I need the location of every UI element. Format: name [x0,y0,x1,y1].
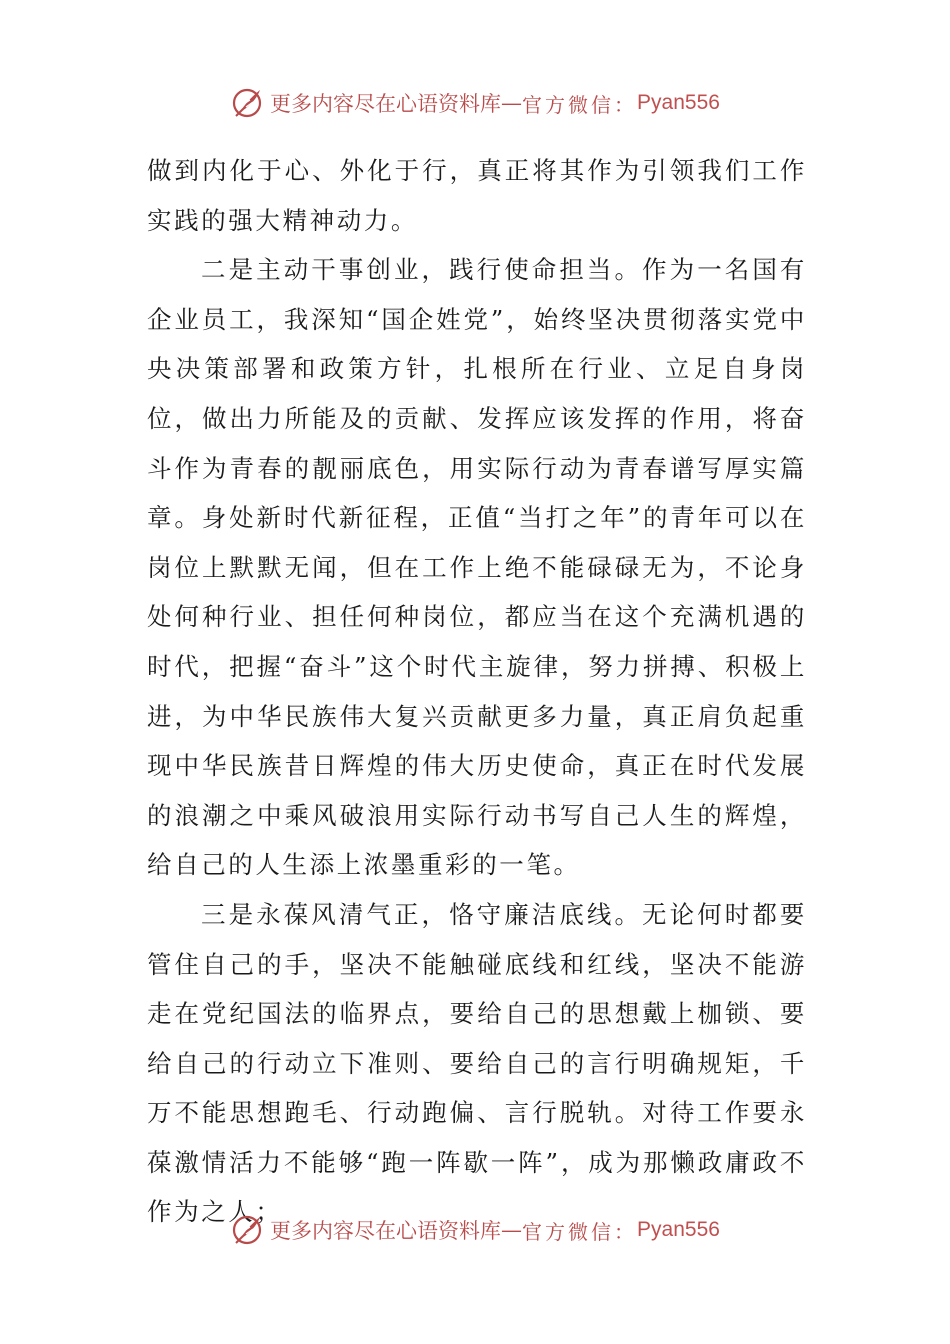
footer-banner [0,1210,950,1250]
paragraph-point-two: 二是主动干事创业，践行使命担当。作为一名国有企业员工，我深知“国企姓党”，始终坚决贯彻落实党中央决策部署和政策方针，扎根所在行业、立足自身岗位，做出力所能及的贡献、发挥应该发挥的作用，将奋斗作为青春的靓丽底色，用实际行动为青春谱写厚实篇章。身处新时代新征程，正值“当打之年”的青年可以在岗位上默默无闻，但在工作上绝不能碌碌无为，不论身处何种行业、担任何种岗位，都应当在这个充满机遇的时代，把握“奋斗”这个时代主旋律，努力拼搏、积极上进，为中华民族伟大复兴贡献更多力量，真正肩负起重现中华民族昔日辉煌的伟大历史使命，真正在时代发展的浪潮之中乘风破浪用实际行动书写自己人生的辉煌，给自己的人生添上浓墨重彩的一笔。 [147,255,807,880]
document-body [147,146,807,1237]
header-banner [0,83,950,123]
paragraph-continuation: 做到内化于心、外化于行，真正将其作为引领我们工作实践的强大精神动力。 [147,156,807,235]
separator-dash: — [501,1218,523,1242]
site-name: 更多内容尽在心语资料库 [270,92,502,116]
paragraph-point-three: 三是永葆风清气正，恪守廉洁底线。无论何时都要管住自己的手，坚决不能触碰底线和红线，坚决不能游走在党纪国法的临界点，要给自己的思想戴上枷锁、要给自己的行动立下准则、要给自己的言行明确规矩，千万不能思想跑毛、行动跑偏、言行脱轨。对待工作要永葆激情活力不能够“跑一阵歇一阵”，成为那懒政庸政不作为之人； [147,899,807,1227]
site-name: 更多内容尽在心语资料库 [270,1219,502,1243]
wechat-label: 官方微信： [522,92,638,117]
feather-pen-icon [230,1213,264,1247]
feather-pen-icon [230,86,264,120]
separator-dash: — [501,91,523,115]
wechat-id: Pyan556 [637,91,720,114]
wechat-id: Pyan556 [637,1218,720,1241]
wechat-label: 官方微信： [522,1219,638,1244]
